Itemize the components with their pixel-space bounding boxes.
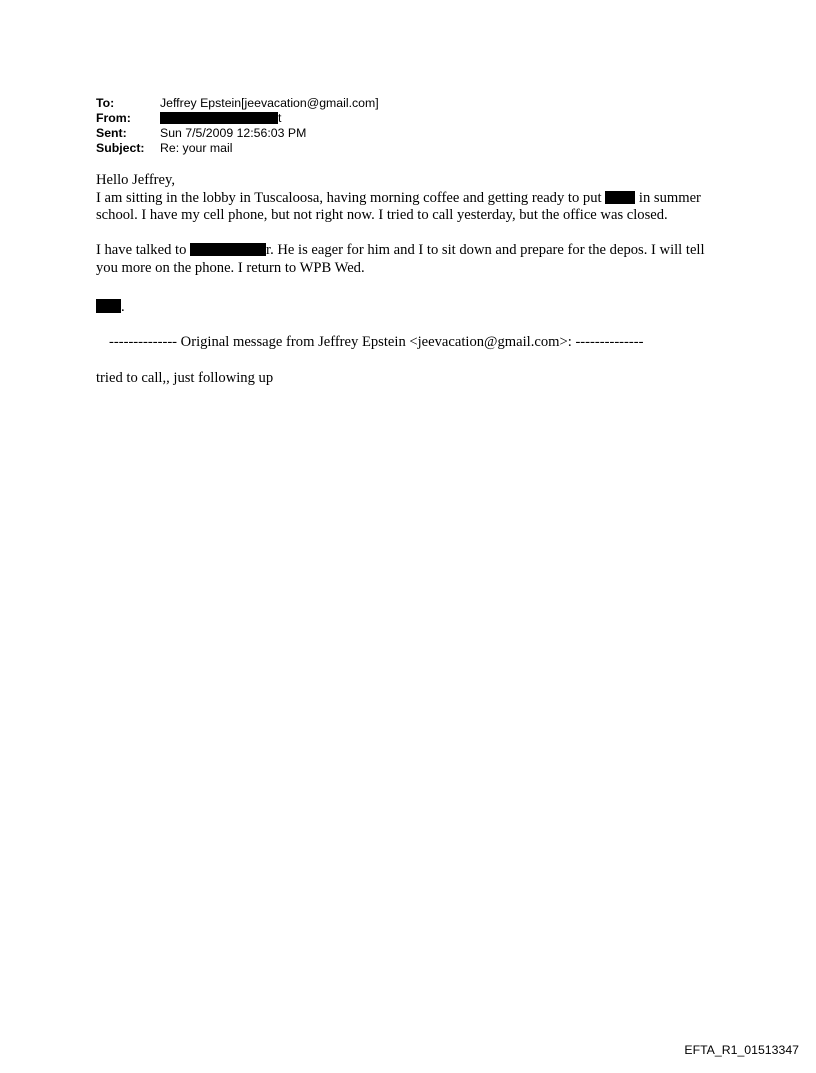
original-message-separator: -------------- Original message from Jeffrey Epstein <jeevacation@gmail.com>: -------------- [109, 334, 644, 351]
from-value-tail: t [278, 111, 282, 125]
signature-tail: . [121, 299, 125, 316]
redaction-block [605, 191, 635, 204]
document-id: EFTA_R1_01513347 [684, 1043, 799, 1057]
paragraph-1-start: I am sitting in the lobby in Tuscaloosa, having morning coffee and getting ready to put [96, 189, 602, 206]
paragraph-1-end: in summer school. I have my cell phone, but not right now. I tried to call yesterday, but the office was closed. [96, 189, 701, 224]
from-label: From: [96, 111, 131, 125]
to-value: Jeffrey Epstein[jeevacation@gmail.com] [160, 96, 379, 110]
email-body [96, 172, 720, 387]
subject-label: Subject: [96, 141, 145, 155]
subject-value: Re: your mail [160, 141, 233, 155]
redaction-block [160, 112, 278, 124]
redaction-block [96, 299, 121, 313]
signature [96, 299, 720, 317]
paragraph-1 [96, 190, 720, 225]
paragraph-2-end: r. He is eager for him and I to sit down and prepare for the depos. I will tell you more on the phone. I return to WPB Wed. [96, 242, 705, 276]
original-message-text: tried to call,, just following up [96, 369, 274, 386]
to-label: To: [96, 96, 115, 110]
paragraph-2 [96, 242, 720, 277]
greeting: Hello Jeffrey, [96, 172, 176, 188]
from-value [160, 111, 281, 126]
sent-label: Sent: [96, 126, 127, 140]
paragraph-2-start: I have talked to [96, 242, 187, 259]
sent-value: Sun 7/5/2009 12:56:03 PM [160, 126, 307, 140]
redaction-block [190, 243, 266, 256]
